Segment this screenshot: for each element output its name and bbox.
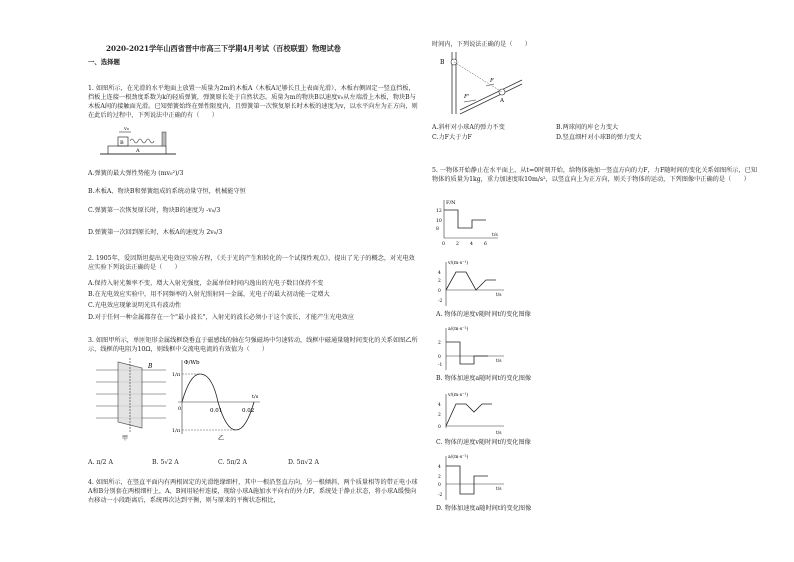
q3-fig-neg-tick: 1/π — [172, 428, 181, 434]
q1-figure — [98, 122, 178, 158]
q4-option-a: A.斜杆对小球A的弹力不变 — [432, 124, 505, 131]
q5-graph-c-ylabel: v/(m·s⁻¹) — [448, 393, 469, 398]
q3-option-c: C. 5π/2 A — [218, 459, 247, 466]
q3-option-b: B. 5√2 A — [152, 459, 179, 466]
q4-fig-b: B — [440, 59, 445, 66]
q3-fig-t2: 0.02 — [242, 408, 255, 414]
q5-fig-ytick-12: 12 — [436, 209, 442, 214]
q5-option-a: A. 物体的速度v随时间t的变化图像 — [436, 311, 531, 318]
svg-text:0: 0 — [438, 425, 441, 430]
q5-fig-xtick-6: 6 — [484, 242, 487, 246]
q4-figure — [436, 50, 526, 116]
q4-stem: 4. 如图所示，在竖直平面内有两根固定的光滑绝缘细杆，其中一根沿竖直方向，另一根倾斜，两个质量相等的带正电小球A和B分别套在两根细杆上，A、B间用轻杆连接，现给小球A施加水平向右的外力F，系统处于静止状态，将小球A缓慢向右移动一小段距离后，系统再次达到平衡，则与原来的平衡状态相比， — [88, 479, 418, 504]
q1-option-a: A.弹簧的最大弹性势能为 (mv₀²)/3 — [88, 170, 184, 177]
q3-fig-ylabel: Φ/Wb — [184, 360, 200, 366]
q3-fig-pos-tick: 1/π — [172, 372, 181, 378]
q4-fig-fp: F' — [464, 94, 470, 100]
q1-fig-v0: v₀ — [124, 126, 129, 132]
svg-text:t/s: t/s — [496, 487, 502, 492]
section-heading: 一、选择题 — [88, 58, 120, 66]
q3-stem: 3. 如图甲所示，单匝矩形金属线框绕垂直于磁感线的轴在匀强磁场中匀速转动，线框中磁通量随时间变化的关系如图乙所示，线框的电阻为10Ω，则线框中交流电电流的有效值为（ ） — [88, 337, 418, 353]
q3-fig-jia: 甲 — [122, 435, 129, 442]
q1-stem: 1. 如图所示，在光滑的水平地面上放置一质量为2m的木板A（木板A足够长且上表面光滑），木板右侧固定一竖直挡板，挡板上连接一根劲度系数为k的轻质弹簧，弹簧原长处于自然状态。质量为m的物块B以速度v₀从左端滑上木板，物块B与木板A间的接触面光滑。已知弹簧始终在弹性限度内，且弹簧第一次恢复原长时木板的速度为v，以水平向左为正方向，则在此后的过程中，下列说法中正确的有（ ） — [88, 85, 418, 119]
q3-fig-b: B — [148, 363, 153, 370]
q5-graph-b — [438, 324, 508, 372]
q1-option-c: C.弹簧第一次恢复原长时，物块B的速度为 -v₀/3 — [88, 207, 221, 214]
q1-fig-a: A — [136, 148, 140, 154]
q4-fig-a: A — [500, 98, 504, 104]
svg-text:0: 0 — [438, 289, 441, 294]
q5-fig-xunit: t/s — [492, 233, 498, 238]
q5-option-d: D. 物体加速度a随时间t的变化图像 — [436, 505, 532, 512]
q1-fig-b: B — [120, 140, 124, 146]
q2-stem: 2. 1905年，爱因斯坦提出光电效应实验方程，《关于光的产生和转化的一个试探性观点》，提出了光子的概念，对光电效应实验下列说法正确的是（ ） — [88, 255, 415, 271]
q5-force-graph — [436, 198, 500, 246]
page-title: 2020-2021学年山西省晋中市高三下学期4月考试（百校联盟）物理试卷 — [106, 44, 341, 53]
q3-figure — [94, 358, 264, 442]
q4-fig-f: F — [490, 78, 494, 84]
svg-text:4: 4 — [438, 465, 441, 470]
q5-graph-d-ylabel: a/(m·s⁻²) — [448, 455, 469, 460]
svg-text:-2: -2 — [438, 299, 443, 304]
q3-fig-yi: 乙 — [218, 435, 225, 442]
svg-text:-1: -1 — [438, 363, 443, 368]
svg-text:t/s: t/s — [496, 293, 502, 298]
q5-graph-a — [438, 258, 508, 308]
q3-option-d: D. 5π√2 A — [288, 459, 319, 466]
q3-fig-t1: 0.01 — [210, 408, 223, 414]
svg-text:2: 2 — [438, 279, 441, 284]
q3-fig-zero: 0 — [178, 406, 182, 412]
svg-text:4: 4 — [438, 271, 441, 276]
svg-text:2: 2 — [438, 475, 441, 480]
q5-graph-b-ylabel: a/(m·s⁻²) — [448, 327, 469, 332]
q5-graph-a-ylabel: v/(m·s⁻¹) — [448, 261, 469, 266]
q2-option-d: D.对于任何一种金属都存在一个"最小波长"，入射光的波长必须小于这个波长，才能产生光电效应 — [88, 314, 355, 321]
svg-text:0: 0 — [438, 483, 441, 488]
q1-option-b: B.木板A、物块B和弹簧组成的系统动量守恒，机械能守恒 — [88, 188, 246, 195]
q4-option-d: D.竖直细杆对小球B的弹力变大 — [556, 134, 642, 141]
q5-option-b: B. 物体加速度a随时间t的变化图像 — [436, 375, 532, 382]
q2-option-c: C.光电效应现象说明光具有波动性 — [88, 302, 182, 309]
q5-fig-xtick-2: 2 — [456, 242, 459, 246]
svg-text:t/s: t/s — [496, 359, 502, 364]
q4-option-b: B.两球间的库仑力变大 — [556, 124, 619, 131]
svg-text:4: 4 — [438, 403, 441, 408]
q4-option-c: C.力F大于力F — [432, 134, 472, 141]
q5-graph-c — [438, 390, 508, 436]
q5-option-c: C. 物体的速度v随时间t的变化图像 — [436, 439, 531, 446]
svg-text:-2: -2 — [438, 493, 443, 498]
svg-text:t/s: t/s — [496, 431, 502, 436]
q3-fig-tunit: t/s — [252, 394, 259, 400]
q4-stem-cont: 时间内，下列说法正确的是（ ） — [432, 41, 531, 48]
q2-option-b: B.在光电效应实验中，用不同频率的入射光照射同一金属，光电子的最大初动能一定增大 — [88, 291, 330, 298]
q5-fig-xtick-0: 0 — [442, 242, 445, 246]
q5-graph-d — [438, 452, 508, 502]
q3-option-a: A. π/2 A — [88, 459, 113, 466]
q5-fig-ylabel: F/N — [446, 200, 456, 206]
svg-text:2: 2 — [438, 413, 441, 418]
q5-fig-xtick-4: 4 — [470, 242, 473, 246]
svg-text:0: 0 — [438, 355, 441, 360]
q5-fig-ytick-8: 8 — [436, 227, 439, 232]
q1-option-d: D.弹簧第一次回到原长时，木板A的速度为 2v₀/3 — [88, 229, 223, 236]
svg-text:2: 2 — [438, 341, 441, 346]
q5-stem: 5. 一物体开始静止在水平面上，从t=0时刻开始，给物体施加一竖直方向的力F，力F随时间的变化关系如图所示，已知物体的质量为1kg，重力加速度取10m/s²，以竖直向上为正方向，则关于物体的运动，下列图像中正确的是（ ） — [432, 167, 758, 183]
q2-option-a: A.保持入射光频率不变，增大入射光强度，金属单位时间内逸出的光电子数目保持不变 — [88, 280, 324, 287]
q5-fig-ytick-10: 10 — [436, 219, 442, 224]
